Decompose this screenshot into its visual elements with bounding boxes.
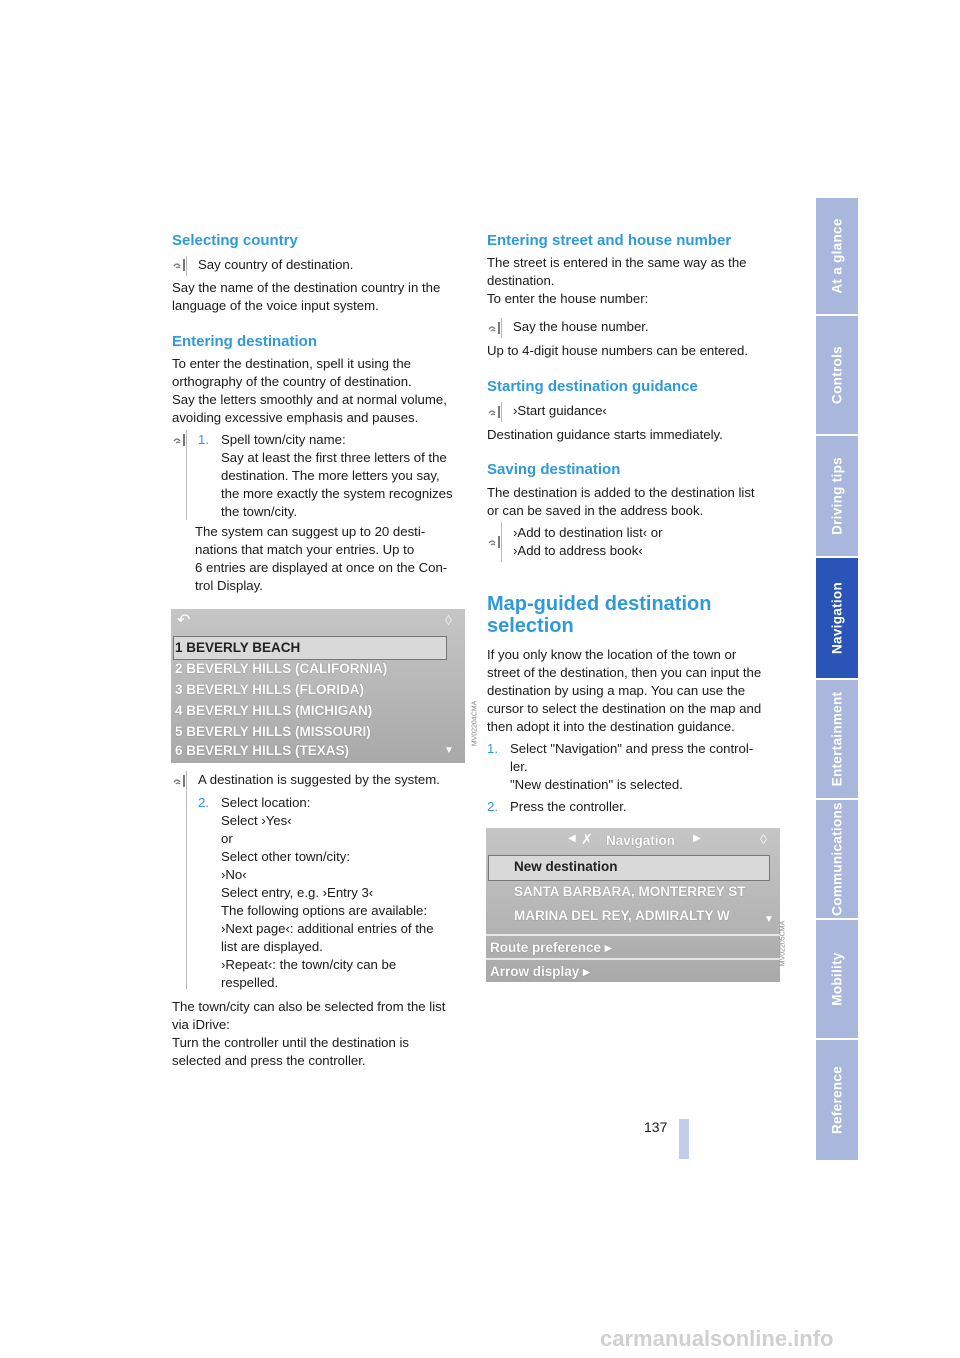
heading-entering-destination: Entering destination: [172, 333, 318, 350]
sidebar-tab-label: Controls: [829, 346, 845, 404]
list-item[interactable]: SANTA BARBARA, MONTERREY ST: [514, 884, 746, 899]
voice-bar: [186, 256, 187, 276]
sidebar-tab-label: Mobility: [829, 952, 845, 1006]
step-number: 2.: [487, 799, 498, 814]
sidebar-tab-mobility[interactable]: [816, 920, 858, 1040]
sidebar-tab-driving-tips[interactable]: [816, 436, 858, 558]
heading-map-guided: Map-guided destination selection: [487, 593, 712, 637]
nav-left-arrow-icon[interactable]: ◀: [568, 833, 576, 844]
sidebar-tab-navigation[interactable]: [816, 558, 858, 680]
sidebar-tab-reference[interactable]: [816, 1040, 858, 1162]
navigation-icon: ✗: [581, 831, 593, 847]
list-item[interactable]: 6 BEVERLY HILLS (TEXAS): [175, 743, 350, 758]
sidebar-tab-entertainment[interactable]: [816, 680, 858, 800]
paragraph: If you only know the location of the town or street of the destination, then you can input the destination by using a map. You can use the cursor to select the destination on the map and then adopt it into the destination guidance.: [487, 647, 762, 734]
scroll-down-icon[interactable]: ▼: [764, 914, 774, 925]
voice-bar: [501, 402, 502, 422]
heading-entering-street: Entering street and house number: [487, 232, 732, 249]
step-text: Select "Navigation" and press the control- ler. "New destination" is selected.: [510, 741, 754, 792]
voice-text: Say country of destination.: [198, 257, 354, 272]
control-display-navigation-menu: [486, 828, 780, 982]
heading-selecting-country: Selecting country: [172, 232, 298, 249]
sidebar-tab-label: Entertainment: [829, 691, 845, 787]
voice-bar: [501, 522, 502, 562]
menu-title: Navigation: [606, 833, 676, 848]
divider: [486, 934, 780, 936]
step-note: The system can suggest up to 20 desti- nations that match your entries. Up to 6 entries are displayed at once on the Con- trol Display.: [195, 524, 448, 593]
image-code: MV02204CMA: [471, 700, 479, 747]
nav-right-arrow-icon[interactable]: ▶: [693, 833, 701, 844]
menu-item-arrow-display[interactable]: Arrow display ▸: [490, 964, 590, 979]
paragraph: Say the name of the destination country in the language of the voice input system.: [172, 280, 441, 313]
menu-item-label: Route preference: [490, 940, 602, 955]
page-number-marker: [679, 1119, 689, 1159]
settings-icon[interactable]: ◊: [445, 612, 452, 628]
paragraph: Up to 4-digit house numbers can be entered.: [487, 343, 748, 358]
step-number: 1.: [487, 741, 498, 756]
step-number: 2.: [198, 795, 209, 810]
paragraph: The town/city can also be selected from the list via iDrive: Turn the controller until the destination is selected and press the controller.: [172, 999, 446, 1068]
list-item[interactable]: 2 BEVERLY HILLS (CALIFORNIA): [175, 661, 388, 676]
voice-text: ›Add to destination list‹ or ›Add to address book‹: [513, 525, 663, 558]
step-text: Select location: Select ›Yes‹ or Select other town/city: ›No‹ Select entry, e.g. ›Entry 3‹ The following options are available: ›Next page‹: additional entries of the list are displayed. ›Repeat‹: the town/city can be respelled.: [221, 795, 434, 990]
list-item[interactable]: 5 BEVERLY HILLS (MISSOURI): [175, 724, 371, 739]
sidebar-tab-label: Navigation: [829, 581, 845, 655]
voice-bar: [501, 318, 502, 338]
paragraph: Destination guidance starts immediately.: [487, 427, 723, 442]
settings-icon[interactable]: ◊: [760, 831, 767, 847]
voice-text: ›Start guidance‹: [513, 403, 607, 418]
step-text: Press the controller.: [510, 799, 627, 814]
back-arrow-icon[interactable]: ↶: [177, 612, 191, 629]
list-item[interactable]: 4 BEVERLY HILLS (MICHIGAN): [175, 703, 373, 718]
step-text: Spell town/city name: Say at least the first three letters of the destination. The more letters you say, the more exactly the system recognizes the town/city.: [221, 432, 453, 519]
scroll-down-icon[interactable]: ▼: [444, 745, 454, 756]
paragraph: The destination is added to the destination list or can be saved in the address book.: [487, 485, 755, 518]
list-item[interactable]: MARINA DEL REY, ADMIRALTY W: [514, 908, 730, 923]
image-code: MV02205CMA: [779, 920, 787, 967]
sidebar-tab-label: Driving tips: [829, 457, 845, 535]
footer-watermark: carmanualsonline.info: [600, 1326, 834, 1351]
list-item[interactable]: 3 BEVERLY HILLS (FLORIDA): [175, 682, 365, 697]
sidebar-tab-label: Reference: [829, 1066, 845, 1134]
page-number: 137: [644, 1119, 668, 1135]
heading-starting-guidance: Starting destination guidance: [487, 378, 698, 395]
voice-bar: [186, 430, 187, 520]
voice-text: A destination is suggested by the system.: [198, 772, 440, 787]
voice-bar: [186, 771, 187, 989]
sidebar-tab-communications[interactable]: [816, 800, 858, 920]
sidebar-tab-label: Communications: [829, 802, 845, 916]
menu-item-label: Arrow display: [490, 964, 580, 979]
sidebar-tab-controls[interactable]: [816, 316, 858, 436]
voice-text: Say the house number.: [513, 319, 649, 334]
menu-item-route-preference[interactable]: Route preference ▸: [490, 940, 612, 955]
divider: [486, 958, 780, 960]
control-display-destination-list: [171, 609, 465, 763]
paragraph: To enter the destination, spell it using the orthography of the country of destination. Say the letters smoothly and at normal volume, avoiding excessive emphasis and pauses.: [172, 356, 447, 425]
step-number: 1.: [198, 432, 209, 447]
heading-saving-destination: Saving destination: [487, 461, 621, 478]
sidebar-tab-label: At a glance: [829, 218, 845, 294]
paragraph: The street is entered in the same way as the destination. To enter the house number:: [487, 255, 747, 306]
menu-item-new-destination[interactable]: New destination: [514, 859, 618, 874]
sidebar-tab-at-a-glance[interactable]: [816, 198, 858, 316]
list-item[interactable]: 1 BEVERLY BEACH: [175, 640, 301, 655]
